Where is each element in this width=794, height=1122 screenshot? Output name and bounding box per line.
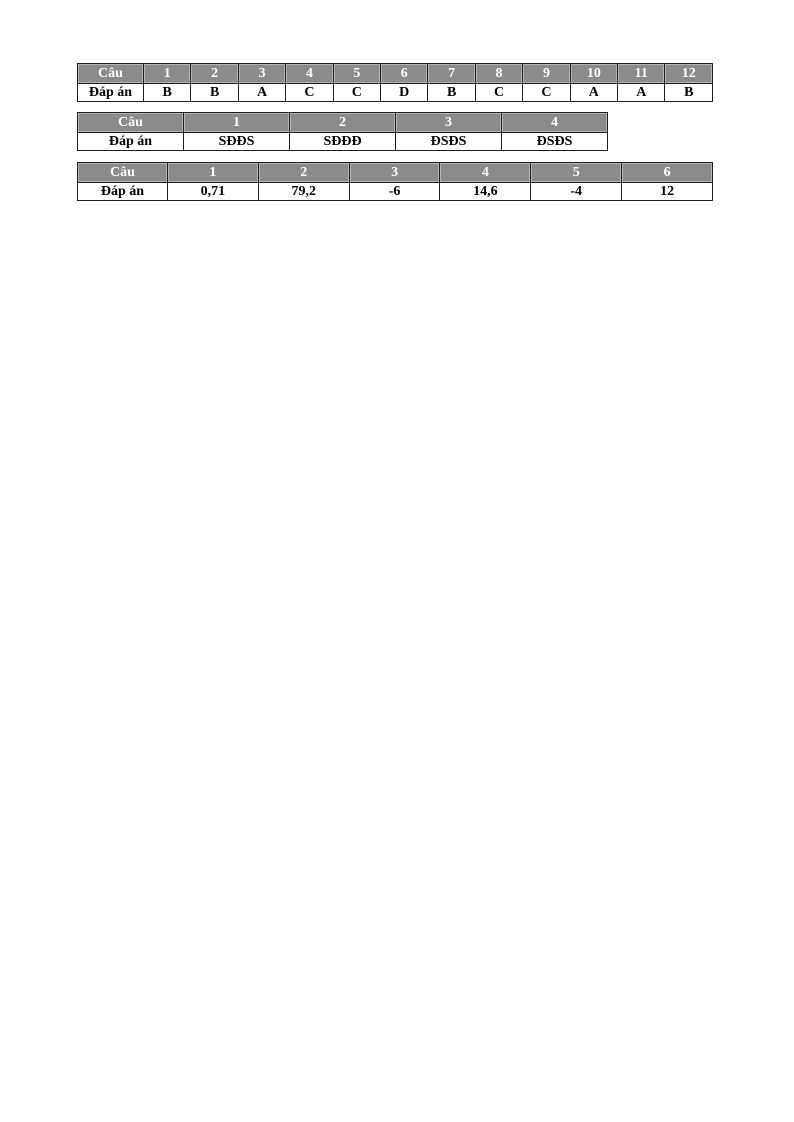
answer-cell: 79,2 <box>258 183 349 201</box>
answer-cell: -6 <box>349 183 440 201</box>
answer-cell: A <box>238 84 285 102</box>
answer-cell: C <box>523 84 570 102</box>
answer-cell: ĐSĐS <box>396 133 502 151</box>
question-number-cell: 9 <box>523 64 570 84</box>
answer-cell: B <box>428 84 475 102</box>
answer-row <box>78 84 713 102</box>
answer-row <box>78 183 713 201</box>
question-number-row <box>78 64 713 84</box>
answer-row-label: Đáp án <box>78 183 168 201</box>
question-number-cell: 4 <box>286 64 333 84</box>
question-number-cell: 6 <box>622 163 713 183</box>
question-number-cell: 3 <box>396 113 502 133</box>
question-number-cell: 6 <box>381 64 428 84</box>
answer-cell: 14,6 <box>440 183 531 201</box>
answer-cell: C <box>286 84 333 102</box>
question-number-cell: 3 <box>238 64 285 84</box>
answer-row-label: Đáp án <box>78 133 184 151</box>
answer-row-label: Đáp án <box>78 84 144 102</box>
question-number-cell: 7 <box>428 64 475 84</box>
question-number-cell: 1 <box>168 163 259 183</box>
answer-cell: C <box>333 84 380 102</box>
question-number-cell: 8 <box>475 64 522 84</box>
question-row-label: Câu <box>78 113 184 133</box>
answer-cell: -4 <box>531 183 622 201</box>
answer-cell: ĐSĐS <box>502 133 608 151</box>
answer-cell: B <box>191 84 238 102</box>
question-number-cell: 3 <box>349 163 440 183</box>
question-number-cell: 5 <box>333 64 380 84</box>
answer-cell: C <box>475 84 522 102</box>
question-number-cell: 5 <box>531 163 622 183</box>
answer-cell: A <box>570 84 617 102</box>
question-row-label: Câu <box>78 163 168 183</box>
question-number-cell: 4 <box>502 113 608 133</box>
question-number-row <box>78 113 608 133</box>
question-number-cell: 2 <box>258 163 349 183</box>
answer-cell: SĐĐĐ <box>290 133 396 151</box>
answer-cell: A <box>618 84 665 102</box>
question-number-cell: 4 <box>440 163 531 183</box>
question-number-cell: 11 <box>618 64 665 84</box>
answer-cell: B <box>665 84 713 102</box>
answer-table-true-false <box>77 112 608 151</box>
question-number-cell: 1 <box>144 64 191 84</box>
answer-table-multiple-choice <box>77 63 713 102</box>
answer-cell: D <box>381 84 428 102</box>
question-number-cell: 1 <box>184 113 290 133</box>
answer-table-short-answer <box>77 162 713 201</box>
question-number-row <box>78 163 713 183</box>
question-row-label: Câu <box>78 64 144 84</box>
answer-cell: 12 <box>622 183 713 201</box>
question-number-cell: 2 <box>290 113 396 133</box>
question-number-cell: 10 <box>570 64 617 84</box>
answer-cell: 0,71 <box>168 183 259 201</box>
answer-cell: B <box>144 84 191 102</box>
question-number-cell: 12 <box>665 64 713 84</box>
answer-cell: SĐĐS <box>184 133 290 151</box>
answer-row <box>78 133 608 151</box>
question-number-cell: 2 <box>191 64 238 84</box>
